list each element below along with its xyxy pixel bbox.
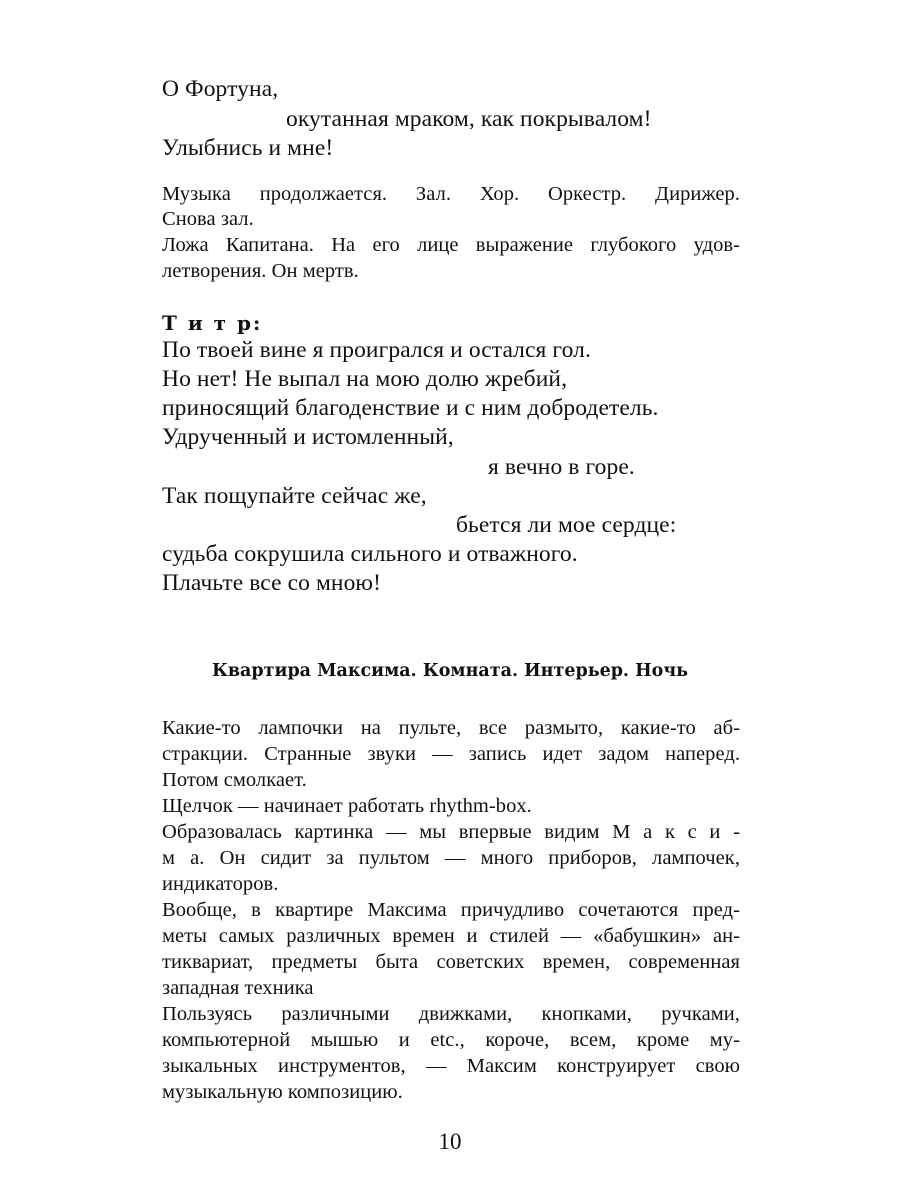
- stage-direction-line: Потом смолкает.: [162, 769, 307, 791]
- stage-direction-line: Ложа Капитана. На его лице выражение глубокого удов-: [162, 234, 740, 256]
- caption-line: По твоей вине я проигрался и остался гол.: [162, 337, 591, 363]
- caption-line: бьется ли мое сердце:: [456, 512, 677, 538]
- stage-direction-line: музыкальную композицию.: [162, 1081, 403, 1103]
- verse-line: Улыбнись и мне!: [162, 135, 334, 161]
- stage-direction-line: Музыка продолжается. Зал. Хор. Оркестр. Дирижер.: [162, 183, 740, 205]
- caption-line: судьба сокрушила сильного и отважного.: [162, 541, 578, 567]
- stage-direction-line: компьютерной мышью и etc., короче, всем, кроме му-: [162, 1029, 740, 1051]
- caption-line: я вечно в горе.: [488, 454, 635, 480]
- stage-direction-line: тиквариат, предметы быта советских времен, современная: [162, 951, 740, 973]
- caption-label: Т и т р:: [162, 311, 263, 335]
- stage-direction-line: м а. Он сидит за пультом — много приборов, лампочек,: [162, 847, 740, 869]
- caption-line: Плачьте все со мною!: [162, 570, 382, 596]
- caption-line: Но нет! Не выпал на мою долю жребий,: [162, 366, 568, 392]
- stage-direction-line: Пользуясь различными движками, кнопками, ручками,: [162, 1003, 740, 1025]
- stage-direction-line: Вообще, в квартире Максима причудливо сочетаются пред-: [162, 899, 740, 921]
- caption-line: Так пощупайте сейчас же,: [162, 483, 427, 509]
- stage-direction-line: индикаторов.: [162, 873, 279, 895]
- verse-line: окутанная мраком, как покрывалом!: [286, 106, 652, 132]
- stage-direction-line: стракции. Странные звуки — запись идет задом наперед.: [162, 743, 740, 765]
- stage-direction-line: Снова зал.: [162, 208, 254, 230]
- stage-direction-line: Какие-то лампочки на пульте, все размыто, какие-то аб-: [162, 717, 740, 739]
- stage-direction-line: Образовалась картинка — мы впервые видим М а к с и -: [162, 821, 740, 843]
- caption-line: Удрученный и истомленный,: [162, 424, 454, 450]
- scene-heading: Квартира Максима. Комната. Интерьер. Ночь: [211, 661, 689, 681]
- stage-direction-line: Щелчок — начинает работать rhythm-box.: [162, 795, 532, 817]
- stage-direction-line: меты самых различных времен и стилей — «бабушкин» ан-: [162, 925, 740, 947]
- caption-line: приносящий благоденствие и с ним добродетель.: [162, 395, 659, 421]
- verse-line: О Фортуна,: [162, 76, 279, 102]
- stage-direction-line: летворения. Он мертв.: [162, 260, 359, 282]
- stage-direction-line: западная техника: [162, 977, 314, 999]
- stage-direction-line: зыкальных инструментов, — Максим конструирует свою: [162, 1055, 740, 1077]
- page-number: 10: [438, 1129, 462, 1154]
